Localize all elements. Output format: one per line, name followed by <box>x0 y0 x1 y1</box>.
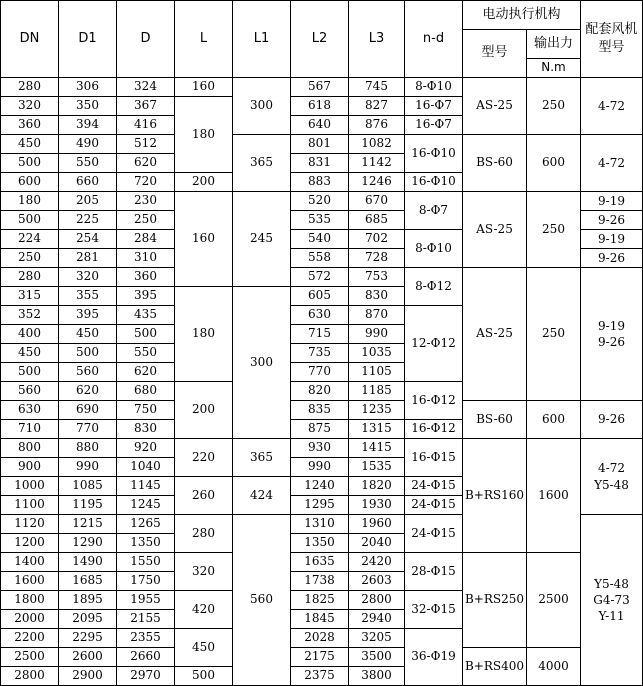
cell-dn: 1400 <box>1 553 59 572</box>
table-row <box>1 439 643 458</box>
cell-l2: 567 <box>291 78 349 97</box>
cell-d1: 1490 <box>59 553 117 572</box>
cell-l3: 1035 <box>349 344 405 363</box>
cell-model: B+RS400 <box>463 648 527 686</box>
cell-d1: 254 <box>59 230 117 249</box>
header-model: 型号 <box>463 30 527 78</box>
cell-l2: 640 <box>291 116 349 135</box>
cell-l3: 685 <box>349 211 405 230</box>
header-l3: L3 <box>349 1 405 78</box>
cell-d1: 550 <box>59 154 117 173</box>
cell-d: 360 <box>117 268 175 287</box>
cell-l: 200 <box>175 173 233 192</box>
cell-dn: 500 <box>1 154 59 173</box>
header-l: L <box>175 1 233 78</box>
cell-d1: 2900 <box>59 667 117 686</box>
cell-model: AS-25 <box>463 78 527 135</box>
cell-l: 200 <box>175 382 233 439</box>
cell-l3: 2603 <box>349 572 405 591</box>
cell-d1: 2600 <box>59 648 117 667</box>
cell-d: 435 <box>117 306 175 325</box>
cell-d1: 355 <box>59 287 117 306</box>
cell-d: 620 <box>117 154 175 173</box>
cell-dn: 2200 <box>1 629 59 648</box>
cell-dn: 320 <box>1 97 59 116</box>
cell-d1: 306 <box>59 78 117 97</box>
cell-d1: 2295 <box>59 629 117 648</box>
cell-dn: 2800 <box>1 667 59 686</box>
table-row <box>1 401 643 420</box>
cell-l2: 1240 <box>291 477 349 496</box>
cell-d: 2355 <box>117 629 175 648</box>
cell-model: B+RS250 <box>463 553 527 648</box>
cell-d: 2970 <box>117 667 175 686</box>
cell-l2: 990 <box>291 458 349 477</box>
cell-d: 620 <box>117 363 175 382</box>
cell-d1: 450 <box>59 325 117 344</box>
cell-l: 160 <box>175 78 233 97</box>
cell-dn: 1120 <box>1 515 59 534</box>
cell-l2: 1310 <box>291 515 349 534</box>
cell-l2: 1738 <box>291 572 349 591</box>
table-row <box>1 192 643 211</box>
cell-l2: 770 <box>291 363 349 382</box>
cell-l3: 1142 <box>349 154 405 173</box>
cell-l3: 670 <box>349 192 405 211</box>
cell-l: 180 <box>175 97 233 173</box>
cell-dn: 280 <box>1 78 59 97</box>
cell-l2: 558 <box>291 249 349 268</box>
table-row <box>1 135 643 154</box>
cell-output: 600 <box>527 135 581 192</box>
cell-dn: 600 <box>1 173 59 192</box>
header-output: 输出力 <box>527 30 581 59</box>
cell-dn: 400 <box>1 325 59 344</box>
table-row <box>1 648 643 667</box>
cell-l1: 560 <box>233 515 291 686</box>
cell-l: 320 <box>175 553 233 591</box>
cell-l3: 1105 <box>349 363 405 382</box>
cell-dn: 1100 <box>1 496 59 515</box>
cell-dn: 315 <box>1 287 59 306</box>
cell-l: 280 <box>175 515 233 553</box>
cell-output: 2500 <box>527 553 581 648</box>
cell-dn: 2500 <box>1 648 59 667</box>
cell-l3: 1235 <box>349 401 405 420</box>
cell-d1: 394 <box>59 116 117 135</box>
cell-d1: 1685 <box>59 572 117 591</box>
cell-fan: 9-19 9-26 <box>581 268 643 401</box>
cell-dn: 1200 <box>1 534 59 553</box>
cell-dn: 1000 <box>1 477 59 496</box>
cell-dn: 224 <box>1 230 59 249</box>
cell-d: 750 <box>117 401 175 420</box>
header-l1: L1 <box>233 1 291 78</box>
cell-l3: 827 <box>349 97 405 116</box>
cell-d: 512 <box>117 135 175 154</box>
cell-d: 720 <box>117 173 175 192</box>
cell-l: 420 <box>175 591 233 629</box>
cell-d1: 660 <box>59 173 117 192</box>
cell-l3: 2420 <box>349 553 405 572</box>
cell-l3: 3800 <box>349 667 405 686</box>
cell-nd: 16-Φ12 <box>405 382 463 420</box>
cell-l2: 831 <box>291 154 349 173</box>
cell-nd: 16-Φ12 <box>405 420 463 439</box>
cell-nd: 24-Φ15 <box>405 496 463 515</box>
cell-l: 180 <box>175 287 233 382</box>
cell-d1: 990 <box>59 458 117 477</box>
cell-l2: 835 <box>291 401 349 420</box>
cell-d1: 320 <box>59 268 117 287</box>
cell-l1: 300 <box>233 78 291 135</box>
cell-l2: 1845 <box>291 610 349 629</box>
cell-dn: 710 <box>1 420 59 439</box>
cell-d: 310 <box>117 249 175 268</box>
cell-l: 220 <box>175 439 233 477</box>
cell-model: BS-60 <box>463 401 527 439</box>
cell-d1: 2095 <box>59 610 117 629</box>
cell-dn: 500 <box>1 211 59 230</box>
cell-d: 284 <box>117 230 175 249</box>
cell-nd: 24-Φ15 <box>405 477 463 496</box>
cell-l3: 728 <box>349 249 405 268</box>
cell-d: 416 <box>117 116 175 135</box>
cell-nd: 8-Φ10 <box>405 230 463 268</box>
cell-dn: 900 <box>1 458 59 477</box>
cell-d: 1040 <box>117 458 175 477</box>
cell-nd: 8-Φ10 <box>405 78 463 97</box>
cell-model: AS-25 <box>463 268 527 401</box>
cell-dn: 630 <box>1 401 59 420</box>
cell-l3: 745 <box>349 78 405 97</box>
cell-l3: 990 <box>349 325 405 344</box>
cell-dn: 360 <box>1 116 59 135</box>
cell-fan: 9-19 <box>581 230 643 249</box>
cell-model: BS-60 <box>463 135 527 192</box>
header-fan-model: 配套风机型号 <box>581 1 643 78</box>
cell-dn: 352 <box>1 306 59 325</box>
table-row <box>1 268 643 287</box>
cell-l3: 1535 <box>349 458 405 477</box>
cell-l2: 618 <box>291 97 349 116</box>
cell-l1: 365 <box>233 439 291 477</box>
cell-l3: 876 <box>349 116 405 135</box>
cell-d1: 770 <box>59 420 117 439</box>
cell-d: 500 <box>117 325 175 344</box>
cell-l2: 520 <box>291 192 349 211</box>
cell-l2: 2175 <box>291 648 349 667</box>
cell-nd: 16-Φ7 <box>405 97 463 116</box>
table-row <box>1 553 643 572</box>
cell-output: 250 <box>527 268 581 401</box>
cell-nd: 32-Φ15 <box>405 591 463 629</box>
cell-d: 1265 <box>117 515 175 534</box>
cell-l2: 1350 <box>291 534 349 553</box>
cell-d1: 560 <box>59 363 117 382</box>
cell-fan: 9-19 <box>581 192 643 211</box>
cell-dn: 1800 <box>1 591 59 610</box>
cell-l2: 1635 <box>291 553 349 572</box>
cell-l3: 870 <box>349 306 405 325</box>
cell-d1: 1215 <box>59 515 117 534</box>
cell-fan: 4-72 <box>581 78 643 135</box>
cell-fan: Y5-48 G4-73 Y-11 <box>581 515 643 686</box>
cell-l3: 2940 <box>349 610 405 629</box>
cell-l3: 1246 <box>349 173 405 192</box>
cell-l2: 715 <box>291 325 349 344</box>
cell-nd: 16-Φ7 <box>405 116 463 135</box>
cell-l3: 1415 <box>349 439 405 458</box>
cell-d1: 690 <box>59 401 117 420</box>
cell-d: 680 <box>117 382 175 401</box>
header-l2: L2 <box>291 1 349 78</box>
cell-output: 4000 <box>527 648 581 686</box>
cell-dn: 450 <box>1 344 59 363</box>
cell-d: 230 <box>117 192 175 211</box>
cell-nd: 28-Φ15 <box>405 553 463 591</box>
cell-l3: 3205 <box>349 629 405 648</box>
cell-dn: 250 <box>1 249 59 268</box>
cell-d: 367 <box>117 97 175 116</box>
cell-l: 260 <box>175 477 233 515</box>
cell-d1: 395 <box>59 306 117 325</box>
cell-dn: 2000 <box>1 610 59 629</box>
cell-d: 1145 <box>117 477 175 496</box>
cell-d1: 620 <box>59 382 117 401</box>
header-dn: DN <box>1 1 59 78</box>
cell-l2: 535 <box>291 211 349 230</box>
cell-nd: 8-Φ12 <box>405 268 463 306</box>
header-actuator: 电动执行机构 <box>463 1 581 30</box>
cell-fan: 9-26 <box>581 211 643 230</box>
cell-l: 450 <box>175 629 233 667</box>
cell-dn: 1600 <box>1 572 59 591</box>
cell-l1: 424 <box>233 477 291 515</box>
cell-output: 250 <box>527 192 581 268</box>
table-row <box>1 78 643 97</box>
cell-l2: 540 <box>291 230 349 249</box>
header-d: D <box>117 1 175 78</box>
cell-d1: 225 <box>59 211 117 230</box>
cell-dn: 180 <box>1 192 59 211</box>
cell-l2: 605 <box>291 287 349 306</box>
cell-nd: 16-Φ10 <box>405 135 463 173</box>
cell-nd: 16-Φ15 <box>405 439 463 477</box>
cell-nd: 16-Φ10 <box>405 173 463 192</box>
cell-l3: 1185 <box>349 382 405 401</box>
cell-l2: 2028 <box>291 629 349 648</box>
cell-d1: 1085 <box>59 477 117 496</box>
cell-d1: 490 <box>59 135 117 154</box>
cell-l2: 930 <box>291 439 349 458</box>
cell-d: 1245 <box>117 496 175 515</box>
cell-d: 1550 <box>117 553 175 572</box>
cell-l1: 245 <box>233 192 291 287</box>
cell-l2: 572 <box>291 268 349 287</box>
cell-l3: 753 <box>349 268 405 287</box>
cell-d: 2155 <box>117 610 175 629</box>
cell-l3: 2800 <box>349 591 405 610</box>
cell-nd: 24-Φ15 <box>405 515 463 553</box>
cell-l2: 1295 <box>291 496 349 515</box>
cell-l1: 365 <box>233 135 291 192</box>
header-d1: D1 <box>59 1 117 78</box>
cell-model: AS-25 <box>463 192 527 268</box>
cell-l3: 3500 <box>349 648 405 667</box>
cell-output: 600 <box>527 401 581 439</box>
cell-l3: 1930 <box>349 496 405 515</box>
cell-l1: 300 <box>233 287 291 439</box>
cell-fan: 9-26 <box>581 249 643 268</box>
cell-l2: 875 <box>291 420 349 439</box>
cell-l2: 2375 <box>291 667 349 686</box>
cell-d1: 350 <box>59 97 117 116</box>
cell-d1: 1195 <box>59 496 117 515</box>
cell-dn: 280 <box>1 268 59 287</box>
cell-l3: 702 <box>349 230 405 249</box>
cell-d: 250 <box>117 211 175 230</box>
cell-nd: 36-Φ19 <box>405 629 463 686</box>
cell-nd: 8-Φ7 <box>405 192 463 230</box>
cell-d: 830 <box>117 420 175 439</box>
cell-l3: 1820 <box>349 477 405 496</box>
cell-model: B+RS160 <box>463 439 527 553</box>
header-nd: n-d <box>405 1 463 78</box>
cell-dn: 560 <box>1 382 59 401</box>
cell-l3: 1960 <box>349 515 405 534</box>
cell-d: 550 <box>117 344 175 363</box>
cell-dn: 500 <box>1 363 59 382</box>
cell-dn: 800 <box>1 439 59 458</box>
cell-fan: 9-26 <box>581 401 643 439</box>
cell-nd: 12-Φ12 <box>405 306 463 382</box>
cell-d: 1750 <box>117 572 175 591</box>
cell-l3: 830 <box>349 287 405 306</box>
cell-l2: 820 <box>291 382 349 401</box>
cell-d1: 205 <box>59 192 117 211</box>
cell-l3: 1315 <box>349 420 405 439</box>
cell-d: 395 <box>117 287 175 306</box>
cell-fan: 4-72 <box>581 135 643 192</box>
cell-l: 160 <box>175 192 233 287</box>
cell-l3: 2040 <box>349 534 405 553</box>
cell-l2: 883 <box>291 173 349 192</box>
cell-d1: 281 <box>59 249 117 268</box>
cell-fan: 4-72 Y5-48 <box>581 439 643 515</box>
cell-d: 324 <box>117 78 175 97</box>
cell-l2: 801 <box>291 135 349 154</box>
cell-d: 1350 <box>117 534 175 553</box>
cell-d: 920 <box>117 439 175 458</box>
cell-d1: 880 <box>59 439 117 458</box>
cell-output: 1600 <box>527 439 581 553</box>
header-unit: N.m <box>527 59 581 78</box>
cell-d: 2660 <box>117 648 175 667</box>
cell-output: 250 <box>527 78 581 135</box>
cell-d: 1955 <box>117 591 175 610</box>
cell-l: 500 <box>175 667 233 686</box>
cell-l2: 630 <box>291 306 349 325</box>
cell-l2: 1825 <box>291 591 349 610</box>
cell-dn: 450 <box>1 135 59 154</box>
cell-d1: 1895 <box>59 591 117 610</box>
cell-l2: 735 <box>291 344 349 363</box>
cell-d1: 1290 <box>59 534 117 553</box>
cell-d1: 500 <box>59 344 117 363</box>
cell-l3: 1082 <box>349 135 405 154</box>
